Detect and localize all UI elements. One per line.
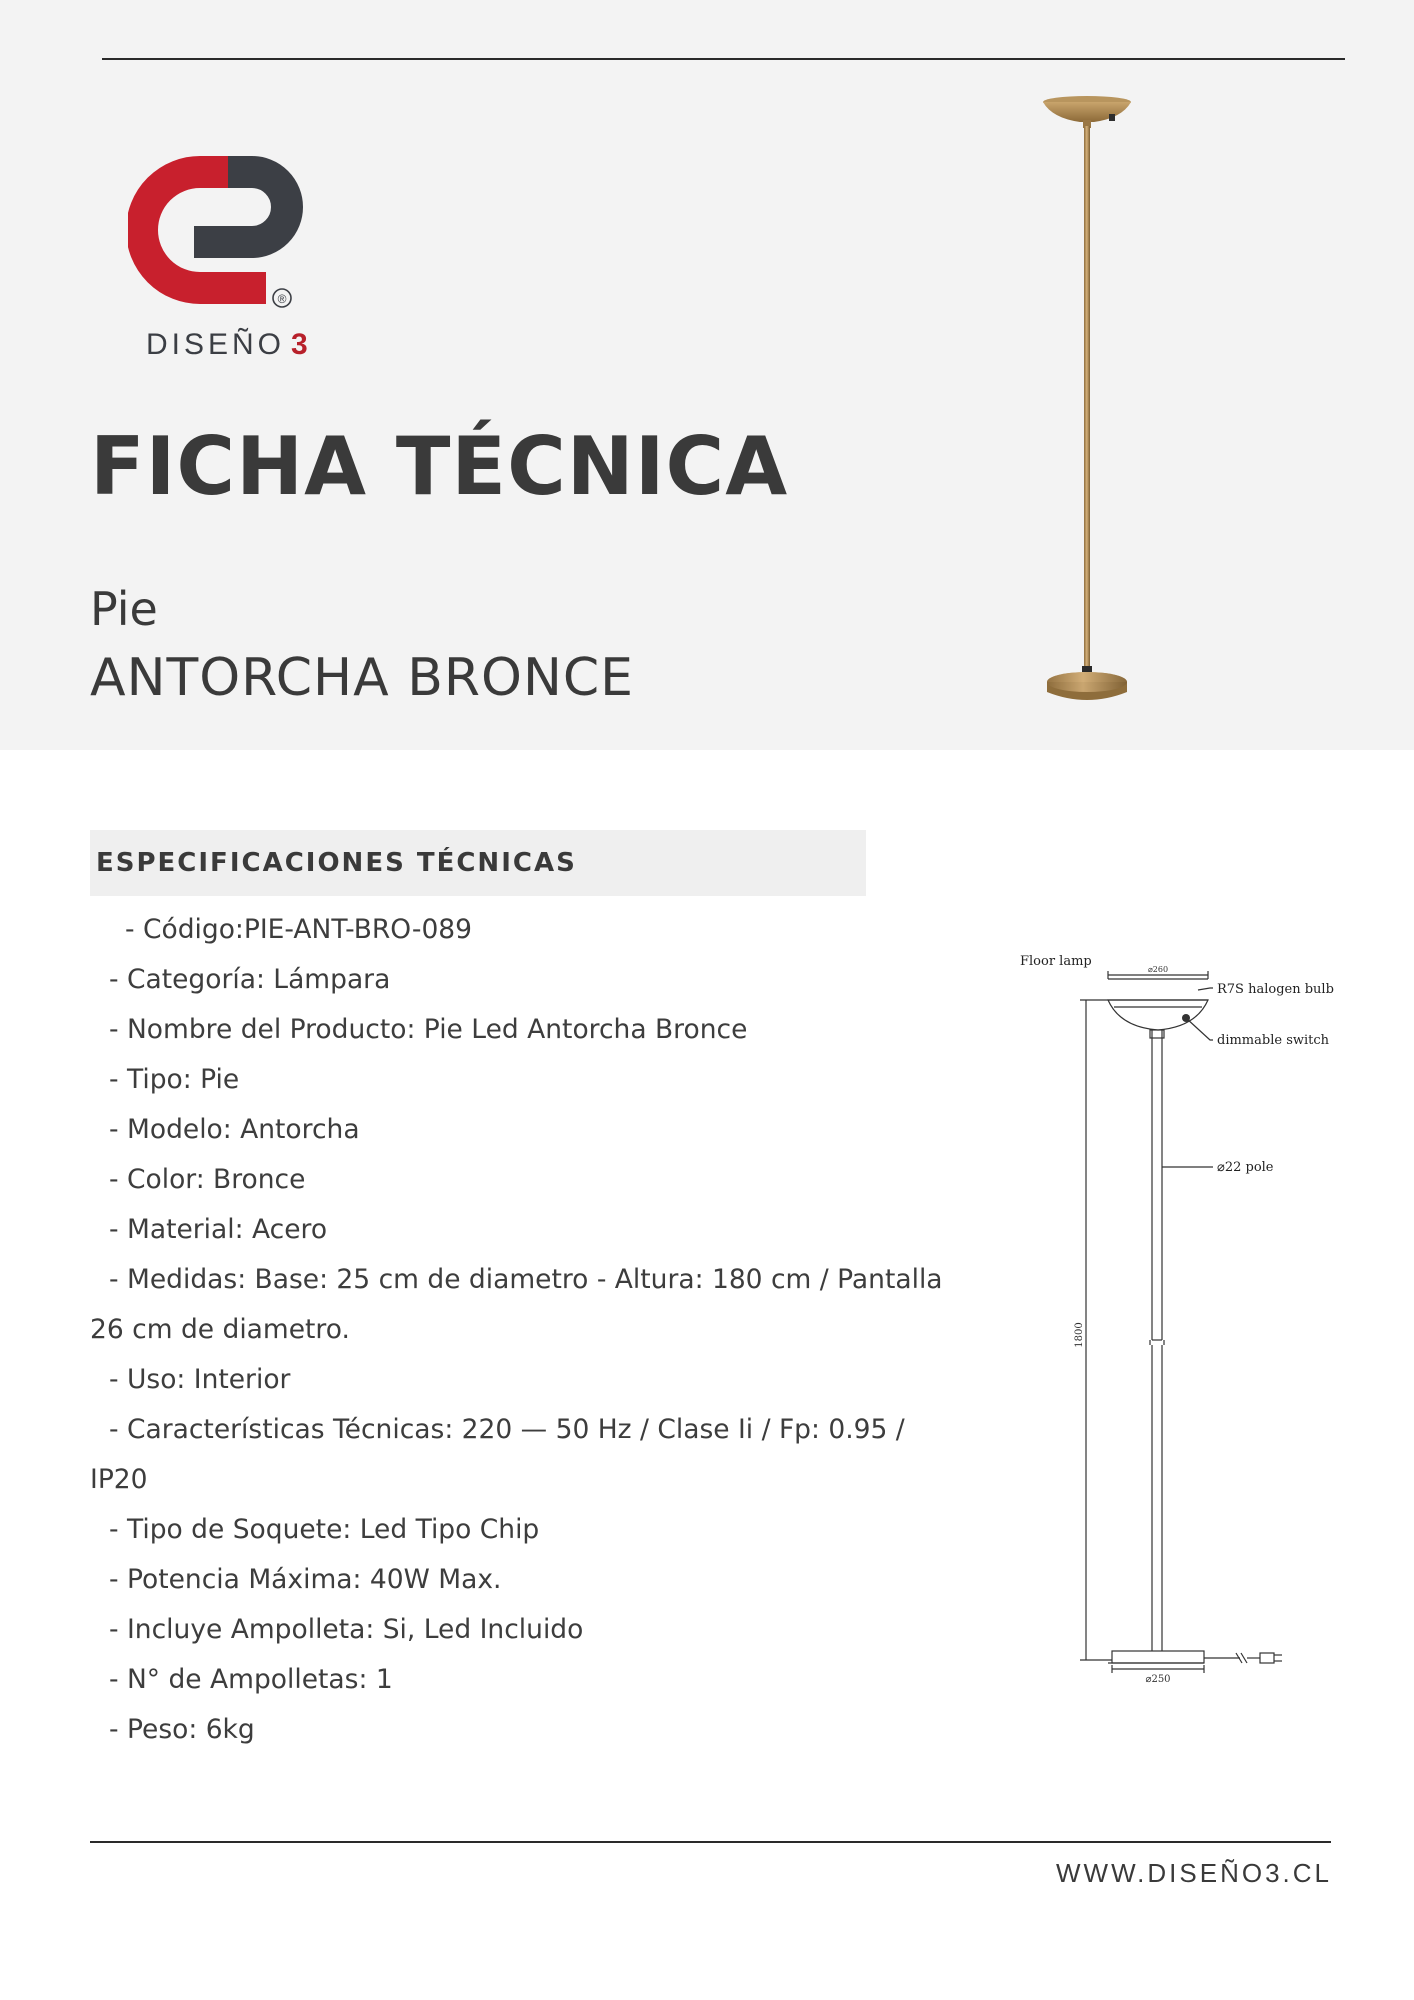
top-divider <box>102 58 1345 60</box>
spec-item-weight: - Peso: 6kg <box>109 1714 255 1745</box>
registered-mark: ® <box>277 292 287 306</box>
technical-drawing <box>1010 945 1350 1685</box>
header-band <box>0 0 1414 750</box>
spec-list <box>90 905 970 1755</box>
drawing-title: Floor lamp <box>1020 954 1092 969</box>
bottom-divider <box>90 1841 1331 1843</box>
specs-heading-bar <box>90 830 866 896</box>
brand-name: DISEÑO <box>146 328 286 361</box>
spec-item-category: - Categoría: Lámpara <box>109 964 391 995</box>
lamp-product-photo <box>1030 90 1150 710</box>
website-link[interactable]: WWW.DISEÑO3.CL <box>1055 1858 1332 1888</box>
spec-item-color: - Color: Bronce <box>109 1164 306 1195</box>
spec-item-material: - Material: Acero <box>109 1214 328 1245</box>
page-title: FICHA TÉCNICA <box>90 420 789 513</box>
base-diameter-label: ⌀250 <box>1145 1674 1171 1685</box>
switch-label: dimmable switch <box>1217 1033 1330 1048</box>
bulb-label: R7S halogen bulb <box>1217 982 1334 997</box>
shade-diameter-label: ⌀260 <box>1147 965 1169 974</box>
spec-item-code: - Código:PIE-ANT-BRO-089 <box>125 914 473 945</box>
spec-item-technical-cont: IP20 <box>90 1464 148 1495</box>
spec-item-product-name: - Nombre del Producto: Pie Led Antorcha Bronce <box>109 1014 748 1045</box>
spec-item-max-power: - Potencia Máxima: 40W Max. <box>109 1564 502 1595</box>
spec-item-dimensions-cont: 26 cm de diametro. <box>90 1314 350 1345</box>
brand-number: 3 <box>291 328 312 361</box>
spec-item-dimensions: - Medidas: Base: 25 cm de diametro - Altura: 180 cm / Pantalla <box>109 1264 943 1295</box>
brand-wordmark <box>146 328 312 362</box>
spec-item-model: - Modelo: Antorcha <box>109 1114 360 1145</box>
spec-item-bulb-included: - Incluye Ampolleta: Si, Led Incluido <box>109 1614 584 1645</box>
height-dimension-label: 1800 <box>1074 1322 1085 1348</box>
product-name: ANTORCHA BRONCE <box>90 648 635 708</box>
spec-item-type: - Tipo: Pie <box>109 1064 240 1095</box>
pole-label: ⌀22 pole <box>1217 1160 1274 1175</box>
spec-item-socket: - Tipo de Soquete: Led Tipo Chip <box>109 1514 540 1545</box>
spec-item-technical: - Características Técnicas: 220 — 50 Hz / Clase Ii / Fp: 0.95 / <box>109 1414 905 1445</box>
spec-item-bulb-count: - N° de Ampolletas: 1 <box>109 1664 393 1695</box>
spec-item-use: - Uso: Interior <box>109 1364 291 1395</box>
specs-heading: ESPECIFICACIONES TÉCNICAS <box>96 848 577 878</box>
brand-logo-mark <box>128 130 338 330</box>
product-type: Pie <box>90 582 158 636</box>
